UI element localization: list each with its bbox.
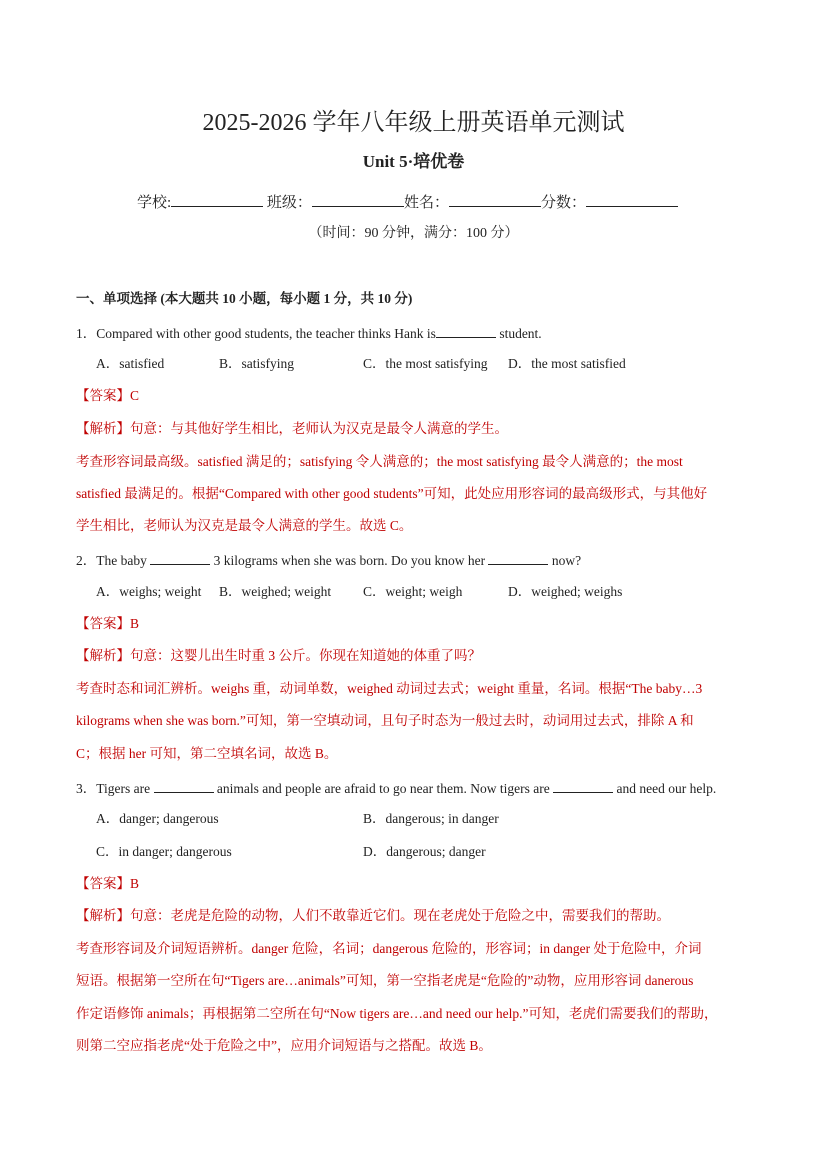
answer-blank (436, 323, 496, 338)
stem-text: 3．Tigers are (76, 781, 151, 796)
option-c: C．the most satisfying (363, 356, 488, 371)
analysis-line: 则第二空应指老虎“处于危险之中”，应用介词短语与之搭配。故选 B。 (76, 1038, 492, 1053)
stem-text: now? (551, 553, 582, 568)
answer-blank (488, 550, 548, 565)
section-title: 一、单项选择 (本大题共 10 小题，每小题 1 分，共 10 分) (76, 291, 413, 306)
analysis-text: 句意：这婴儿出生时重 3 公斤。你现在知道她的体重了吗？ (130, 648, 481, 663)
stem-text: 3 kilograms when she was born. Do you know her (213, 553, 486, 568)
stem-text: 1．Compared with other good students, the teacher thinks Hank is (76, 326, 436, 341)
stem-text: 2．The baby (76, 553, 147, 568)
analysis-text: 句意：与其他好学生相比，老师认为汉克是最令人满意的学生。 (130, 421, 508, 436)
question-1-stem (76, 323, 542, 343)
analysis-label: 【解析】 (76, 421, 130, 436)
analysis-text: 句意：老虎是危险的动物，人们不敢靠近它们。现在老虎处于危险之中，需要我们的帮助。 (130, 908, 670, 923)
answer (76, 875, 139, 893)
option-c: C．in danger; dangerous (96, 844, 232, 859)
option-d: D．weighed; weighs (508, 584, 623, 599)
analysis-line: 短语。根据第一空所在句“Tigers are…animals”可知，第一空指老虎是“危险的”动物，应用形容词 danerous (76, 973, 694, 988)
analysis-line: kilograms when she was born.”可知，第一空填动词，且句子时态为一般过去时，动词用过去式，排除 A 和 (76, 713, 694, 728)
document-subtitle: Unit 5·培优卷 (362, 152, 465, 171)
name-label: 姓名： (403, 195, 449, 211)
option-a: A．danger; dangerous (96, 811, 219, 826)
class-label: 班级： (266, 195, 312, 211)
option-a: A．weighs; weight (96, 584, 202, 599)
answer (76, 615, 139, 633)
answer-label: 【答案】 (76, 616, 130, 631)
question-2-stem (76, 550, 581, 570)
class-blank (312, 192, 404, 207)
option-b: B．satisfying (219, 356, 295, 371)
stem-text: student. (499, 326, 542, 341)
analysis-first-line (76, 907, 670, 925)
analysis-first-line (76, 420, 508, 438)
answer-value: B (130, 876, 140, 891)
analysis-label: 【解析】 (76, 648, 130, 663)
answer-blank (150, 550, 210, 565)
student-info-fields (137, 192, 678, 212)
answer-label: 【答案】 (76, 388, 130, 403)
name-blank (449, 192, 541, 207)
question-3-stem (76, 778, 716, 798)
option-d: D．the most satisfied (508, 356, 626, 371)
option-c: C．weight; weigh (363, 584, 463, 599)
option-b: B．dangerous; in danger (363, 811, 499, 826)
score-label: 分数： (540, 195, 586, 211)
answer-value: C (130, 388, 140, 403)
answer-blank (154, 778, 214, 793)
analysis-line: 学生相比，老师认为汉克是最令人满意的学生。故选 C。 (76, 518, 413, 533)
analysis-line: satisfied 最满足的。根据“Compared with other good students”可知，此处应用形容词的最高级形式，与其他好 (76, 486, 708, 501)
analysis-line: C；根据 her 可知，第二空填名词，故选 B。 (76, 746, 338, 761)
stem-text: animals and people are afraid to go near them. Now tigers are (216, 781, 550, 796)
answer (76, 387, 139, 405)
answer-label: 【答案】 (76, 876, 130, 891)
answer-blank (553, 778, 613, 793)
analysis-line: 考查时态和词汇辨析。weighs 重，动词单数，weighed 动词过去式；weight 重量，名词。根据“The baby…3 (76, 681, 703, 696)
analysis-line: 考查形容词最高级。satisfied 满足的；satisfying 令人满意的；the most satisfying 最令人满意的；the most (76, 454, 683, 469)
document-title: 2025-2026 学年八年级上册英语单元测试 (202, 110, 625, 136)
option-d: D．dangerous; danger (363, 844, 486, 859)
score-blank (586, 192, 678, 207)
time-note: （时间：90 分钟，满分：100 分） (308, 226, 519, 241)
school-label: 学校: (137, 195, 172, 211)
school-blank (171, 192, 263, 207)
stem-text: and need our help. (616, 781, 717, 796)
analysis-first-line (76, 647, 481, 665)
option-b: B．weighed; weight (219, 584, 332, 599)
answer-value: B (130, 616, 140, 631)
option-a: A．satisfied (96, 356, 165, 371)
analysis-line: 作定语修饰 animals；再根据第二空所在句“Now tigers are…and need our help.”可知，老虎们需要我们的帮助， (76, 1006, 718, 1021)
analysis-line: 考查形容词及介词短语辨析。danger 危险，名词；dangerous 危险的，形容词；in danger 处于危险中，介词 (76, 941, 702, 956)
analysis-label: 【解析】 (76, 908, 130, 923)
